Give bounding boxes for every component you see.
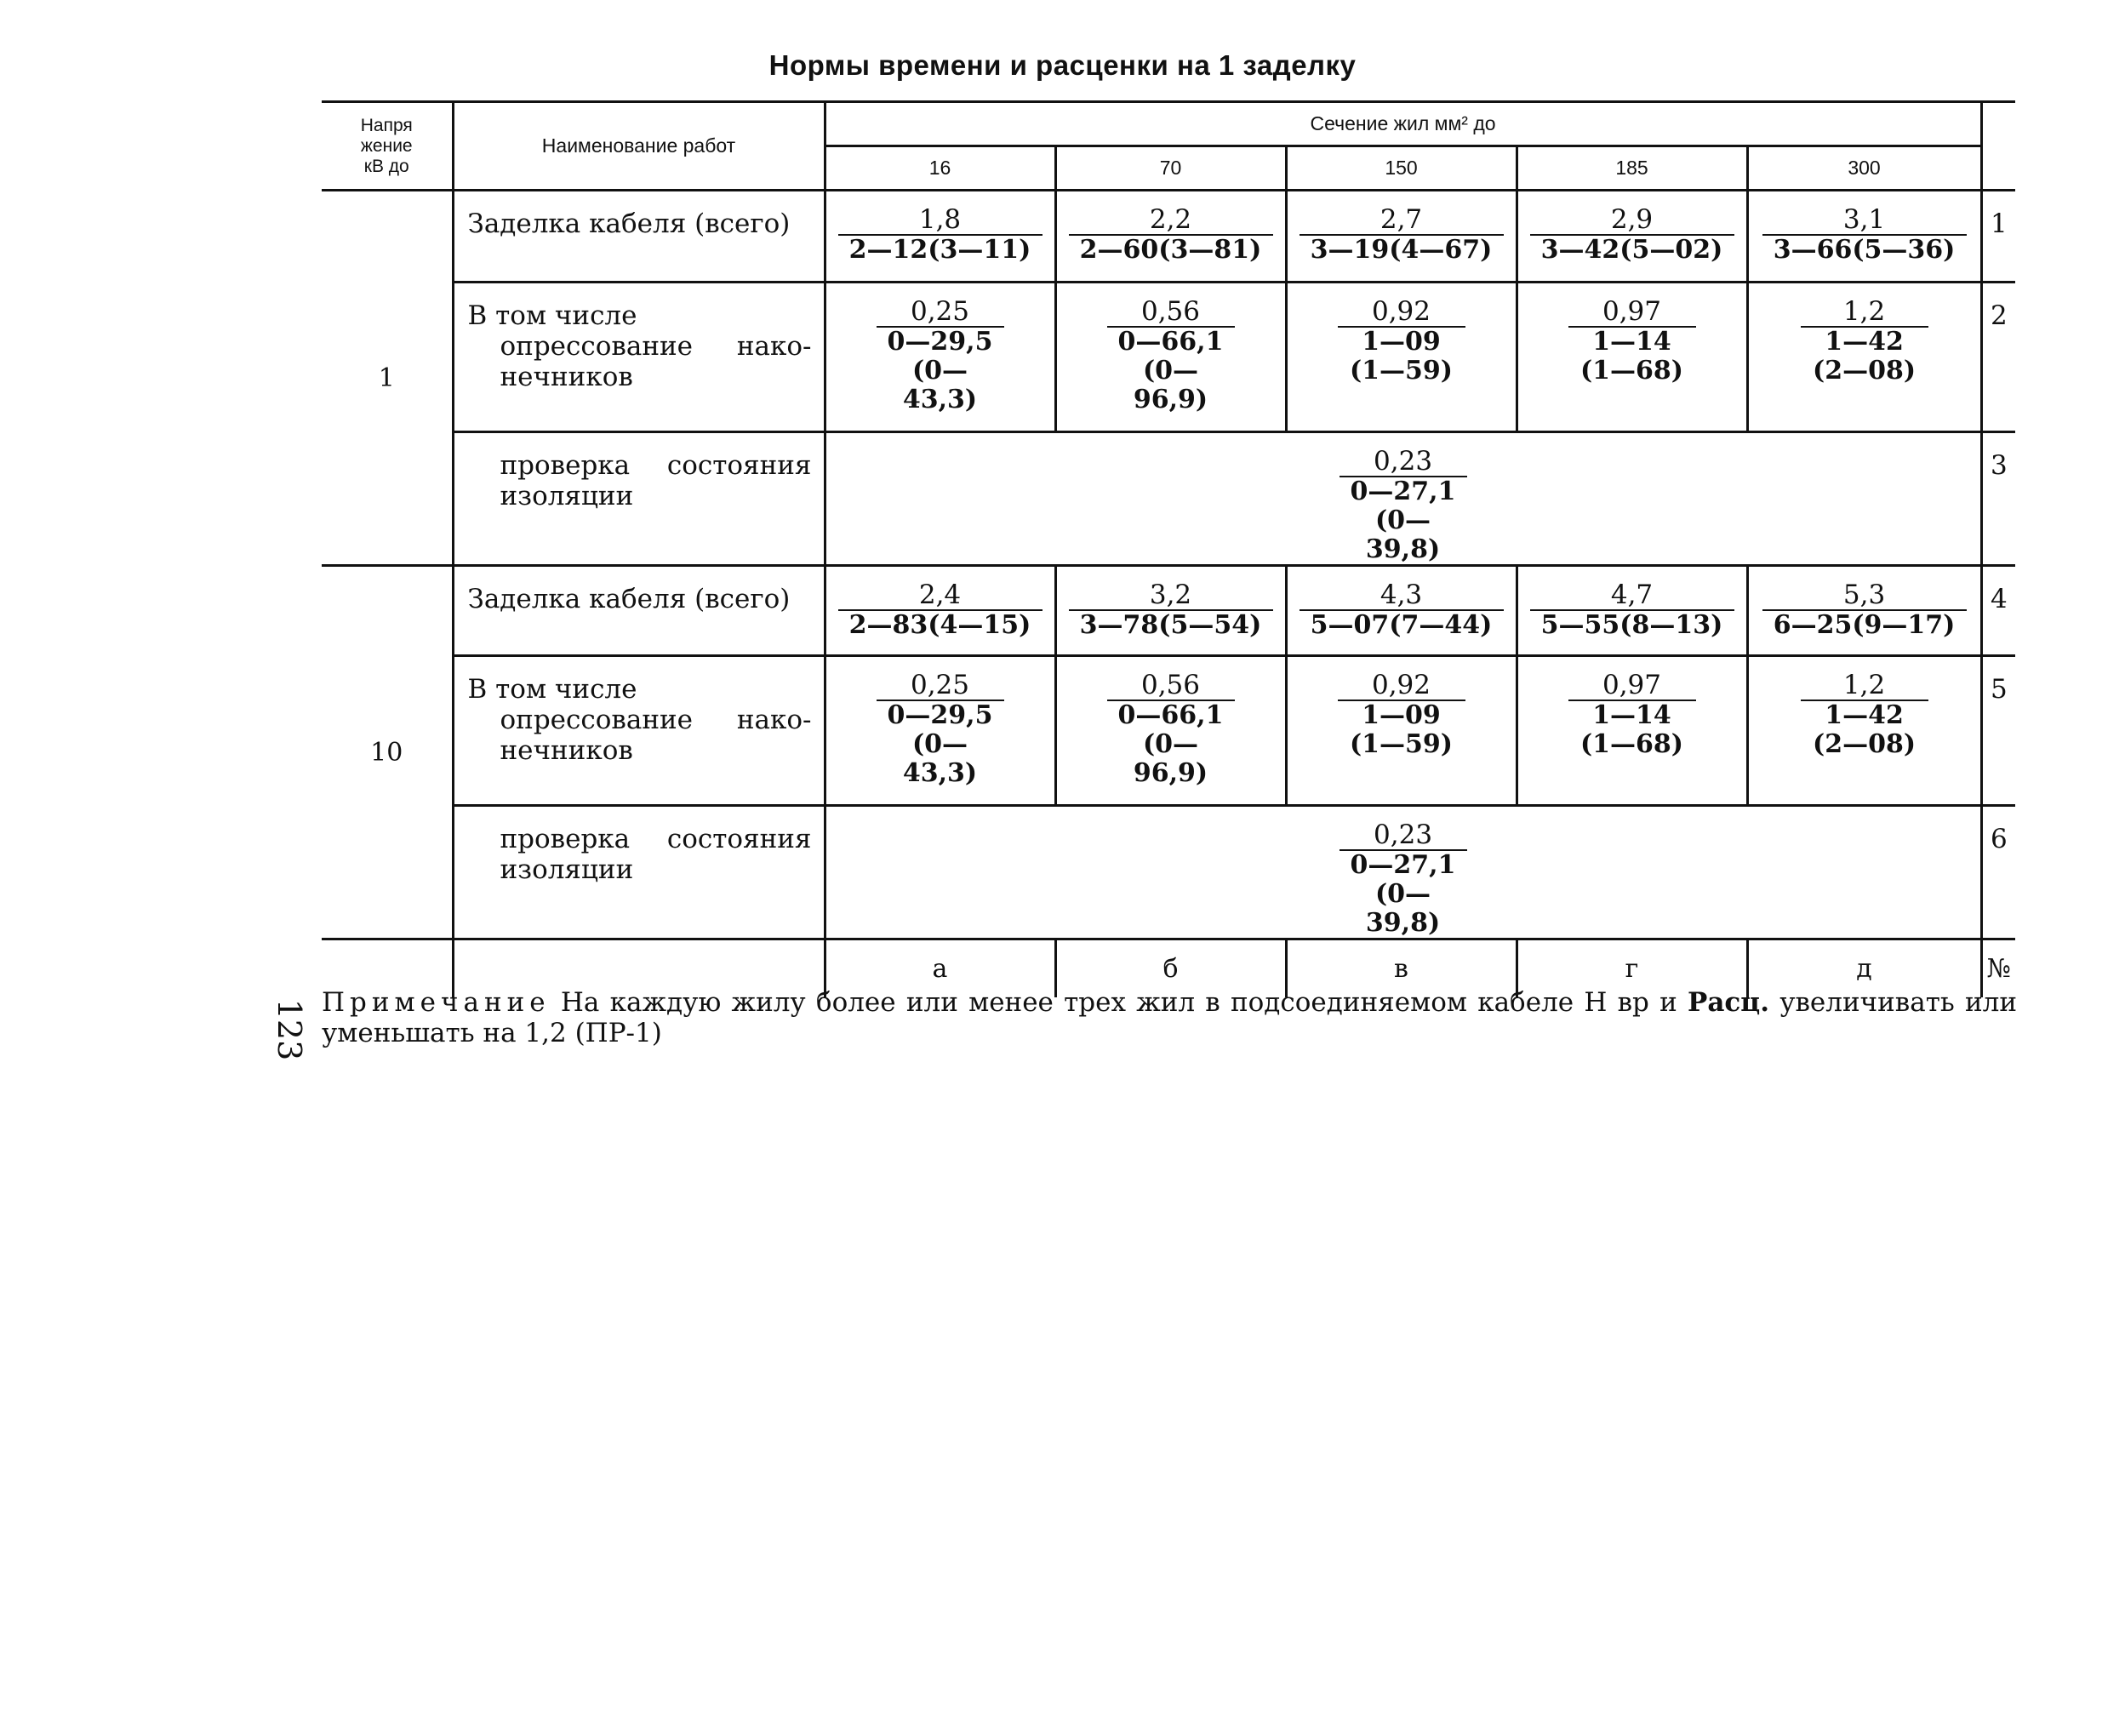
rate: 0—27,1 <box>1340 476 1467 506</box>
voltage-header-line: кВ до <box>363 156 409 176</box>
size-header: 150 <box>1286 146 1517 191</box>
row-number: 4 <box>1981 566 2015 656</box>
merged-value-cell <box>825 432 1981 566</box>
time-norm: 3,1 <box>1842 204 1886 235</box>
rate: 1—42 <box>1801 326 1928 357</box>
work-text: нечников <box>500 735 633 766</box>
column-letter: г <box>1517 939 1747 997</box>
row-number: 2 <box>1981 283 2015 432</box>
value-cell <box>1055 656 1286 806</box>
time-norm: 4,7 <box>1610 580 1654 610</box>
work-text: опрессование нако- <box>500 705 812 735</box>
rate-alt: (2—08) <box>1813 729 1916 759</box>
value-cell <box>825 191 1055 283</box>
row-number: 3 <box>1981 432 2015 566</box>
row-number-label: № <box>1981 939 2015 997</box>
time-norm: 0,23 <box>1374 446 1433 477</box>
voltage-cell: 10 <box>322 566 453 939</box>
row-number: 1 <box>1981 191 2015 283</box>
section-header <box>825 102 1981 146</box>
time-norm: 2,2 <box>1149 204 1192 235</box>
value-cell <box>1055 191 1286 283</box>
work-text-block <box>454 807 824 885</box>
work-text: изоляции <box>500 854 634 885</box>
rate-alt: (0—96,9) <box>1133 356 1208 414</box>
rate: 3—66(5—36) <box>1762 234 1967 265</box>
value-cell <box>1286 283 1517 432</box>
value-cell <box>1286 566 1517 656</box>
column-letter: а <box>825 939 1055 997</box>
time-norm: 1,8 <box>918 204 962 235</box>
time-norm: 0,56 <box>1140 670 1201 700</box>
rate: 2—12(3—11) <box>838 234 1043 265</box>
work-text: В том числе <box>467 300 637 331</box>
rate: 5—55(8—13) <box>1530 609 1734 640</box>
time-norm: 0,92 <box>1371 670 1431 700</box>
voltage-cell: 1 <box>322 191 453 566</box>
time-norm: 1,2 <box>1842 670 1886 700</box>
rate-alt: (1—68) <box>1579 729 1683 759</box>
value-cell <box>1286 191 1517 283</box>
size-header: 16 <box>825 146 1055 191</box>
rate-alt: (0—43,3) <box>902 729 978 788</box>
column-letter: в <box>1286 939 1517 997</box>
rate: 0—29,5 <box>877 700 1004 730</box>
value-cell <box>825 566 1055 656</box>
voltage-header-line: Напря <box>360 115 413 135</box>
time-norm: 0,25 <box>910 296 970 327</box>
column-letter: д <box>1856 953 1872 984</box>
rate-alt: (0—39,8) <box>1365 879 1441 938</box>
merged-value-cell <box>825 806 1981 939</box>
note-bold: Расц. <box>1688 987 1769 1018</box>
rate: 3—42(5—02) <box>1530 234 1734 265</box>
work-name-header: Наименование работ <box>453 102 825 191</box>
time-norm: 0,97 <box>1602 296 1662 327</box>
work-name-cell <box>453 191 825 283</box>
value-cell <box>1055 566 1286 656</box>
rate: 1—14 <box>1568 700 1696 730</box>
work-text: В том числе <box>467 674 637 705</box>
value-cell <box>1055 283 1286 432</box>
work-text: проверка состояния <box>500 824 812 854</box>
rate: 2—60(3—81) <box>1069 234 1273 265</box>
work-text: изоляции <box>500 481 634 511</box>
note-text-2: увеличивать или уменьшать на 1,2 (ПР-1) <box>322 987 2017 1048</box>
rate: 1—14 <box>1568 326 1696 357</box>
work-text: Заделка кабеля (всего) <box>467 208 791 239</box>
value-cell <box>1517 283 1747 432</box>
page-number: 123 <box>271 998 308 1061</box>
rate: 0—27,1 <box>1340 849 1467 880</box>
time-norm: 0,23 <box>1374 819 1433 850</box>
rate: 3—78(5—54) <box>1069 609 1273 640</box>
time-norm: 5,3 <box>1842 580 1886 610</box>
work-text: нечников <box>500 362 633 392</box>
size-header: 300 <box>1747 146 1981 191</box>
rate: 0—29,5 <box>877 326 1004 357</box>
work-text: проверка состояния <box>500 450 812 481</box>
value-cell <box>1517 656 1747 806</box>
work-name-cell <box>453 656 825 806</box>
value-cell <box>1517 566 1747 656</box>
section-header-label: Сечение жил мм² до <box>1310 112 1496 134</box>
rate: 0—66,1 <box>1107 326 1235 357</box>
value-cell <box>1747 191 1981 283</box>
work-name-cell <box>453 806 825 939</box>
work-text-block <box>454 283 824 392</box>
rate-alt: (0—96,9) <box>1133 729 1208 788</box>
time-norm: 0,92 <box>1371 296 1431 327</box>
time-norm: 0,97 <box>1602 670 1662 700</box>
rate: 0—66,1 <box>1107 700 1235 730</box>
rate: 3—19(4—67) <box>1300 234 1504 265</box>
work-text: опрессование нако- <box>500 331 812 362</box>
rate: 1—09 <box>1338 326 1465 357</box>
rate-alt: (0—39,8) <box>1365 505 1441 564</box>
value-cell <box>1517 191 1747 283</box>
work-name-cell <box>453 283 825 432</box>
rate: 2—83(4—15) <box>838 609 1043 640</box>
time-norm: 0,56 <box>1140 296 1201 327</box>
value-cell <box>1747 283 1981 432</box>
rate-alt: (0—43,3) <box>902 356 978 414</box>
norms-table <box>322 100 2015 997</box>
rate: 1—42 <box>1801 700 1928 730</box>
time-norm: 1,2 <box>1842 296 1886 327</box>
rownum-header <box>1981 102 2015 191</box>
voltage-header-line: жение <box>360 135 413 156</box>
rate: 5—07(7—44) <box>1300 609 1504 640</box>
time-norm: 0,25 <box>910 670 970 700</box>
note-lead: Примечание <box>322 987 551 1018</box>
work-name-cell <box>453 566 825 656</box>
row-number: 5 <box>1981 656 2015 806</box>
value-cell <box>825 656 1055 806</box>
rate-alt: (1—68) <box>1579 356 1683 385</box>
rate-alt: (1—59) <box>1349 356 1453 385</box>
time-norm: 2,7 <box>1380 204 1423 235</box>
value-cell <box>1747 656 1981 806</box>
rate: 6—25(9—17) <box>1762 609 1967 640</box>
size-header: 70 <box>1055 146 1286 191</box>
time-norm: 3,2 <box>1149 580 1192 610</box>
rate-alt: (1—59) <box>1349 729 1453 759</box>
value-cell <box>825 283 1055 432</box>
work-name-cell <box>453 432 825 566</box>
row-number: 6 <box>1981 806 2015 939</box>
note-text: На каждую жилу более или менее трех жил в подсоединяемом кабеле Н вр и <box>550 987 1688 1018</box>
voltage-header <box>322 102 453 191</box>
work-text-block <box>454 433 824 511</box>
rate-alt: (2—08) <box>1813 356 1916 385</box>
work-text: Заделка кабеля (всего) <box>467 584 791 614</box>
footnote <box>322 987 2017 1048</box>
time-norm: 4,3 <box>1380 580 1423 610</box>
time-norm: 2,4 <box>918 580 962 610</box>
value-cell <box>1286 656 1517 806</box>
work-text-block <box>454 657 824 766</box>
time-norm: 2,9 <box>1610 204 1654 235</box>
page-title: Нормы времени и расценки на 1 заделку <box>768 49 1357 81</box>
rate: 1—09 <box>1338 700 1465 730</box>
column-letter: б <box>1055 939 1286 997</box>
value-cell <box>1747 566 1981 656</box>
size-header: 185 <box>1517 146 1747 191</box>
